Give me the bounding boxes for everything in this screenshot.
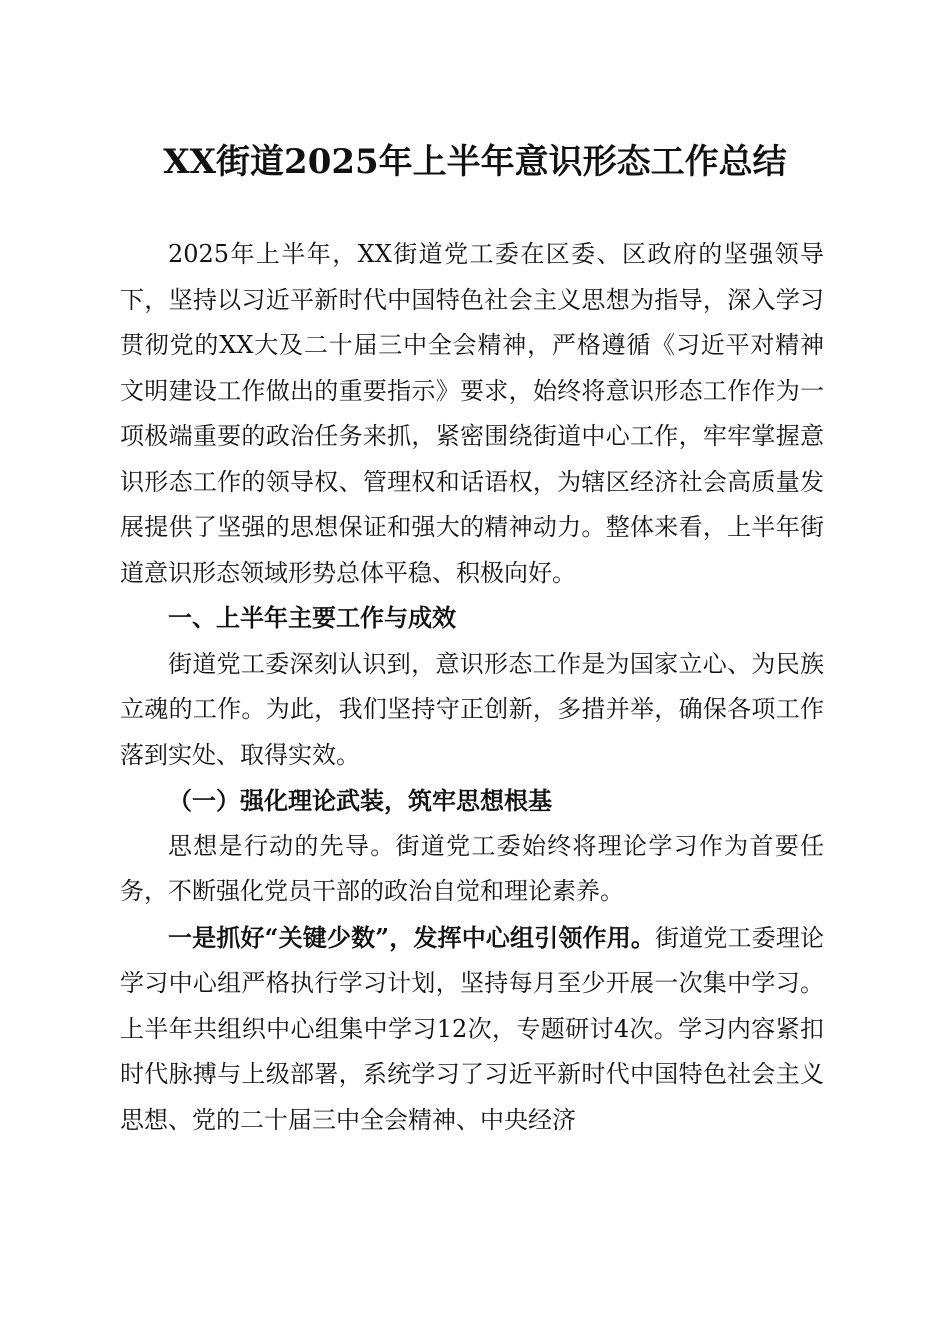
point-paragraph [120,915,824,1144]
document-title: XX街道2025年上半年意识形态工作总结 [163,142,787,182]
subsection-paragraph: 思想是行动的先导。街道党工委始终将理论学习作为首要任务，不断强化党员干部的政治自觉和理论素养。 [120,831,824,905]
subsection-heading: （一）强化理论武装，筑牢思想根基 [168,786,552,815]
section-heading: 一、上半年主要工作与成效 [168,604,456,632]
point-text: 街道党工委理论学习中心组严格执行学习计划，坚持每月至少开展一次集中学习。上半年共组织中心组集中学习12次，专题研讨4次。学习内容紧扣时代脉搏与上级部署，系统学习了习近平新时代中国特色社会主义思想、党的二十届三中全会精神、中央经济 [120,923,825,1134]
intro-paragraph: 2025年上半年，XX街道党工委在区委、区政府的坚强领导下，坚持以习近平新时代中国特色社会主义思想为指导，深入学习贯彻党的XX大及二十届三中全会精神，严格遵循《习近平对精神文明建设工作做出的重要指示》要求，始终将意识形态工作作为一项极端重要的政治任务来抓，紧密围绕街道中心工作，牢牢掌握意识形态工作的领导权、管理权和话语权，为辖区经济社会高质量发展提供了坚强的思想保证和强大的精神动力。整体来看，上半年街道意识形态领域形势总体平稳、积极向好。 [120,240,824,587]
point-lead: 一是抓好“关键少数”，发挥中心组引领作用。 [168,922,656,952]
document-body [120,232,824,1143]
section-paragraph: 街道党工委深刻认识到，意识形态工作是为国家立心、为民族立魂的工作。为此，我们坚持守正创新，多措并举，确保各项工作落到实处、取得实效。 [120,649,824,769]
